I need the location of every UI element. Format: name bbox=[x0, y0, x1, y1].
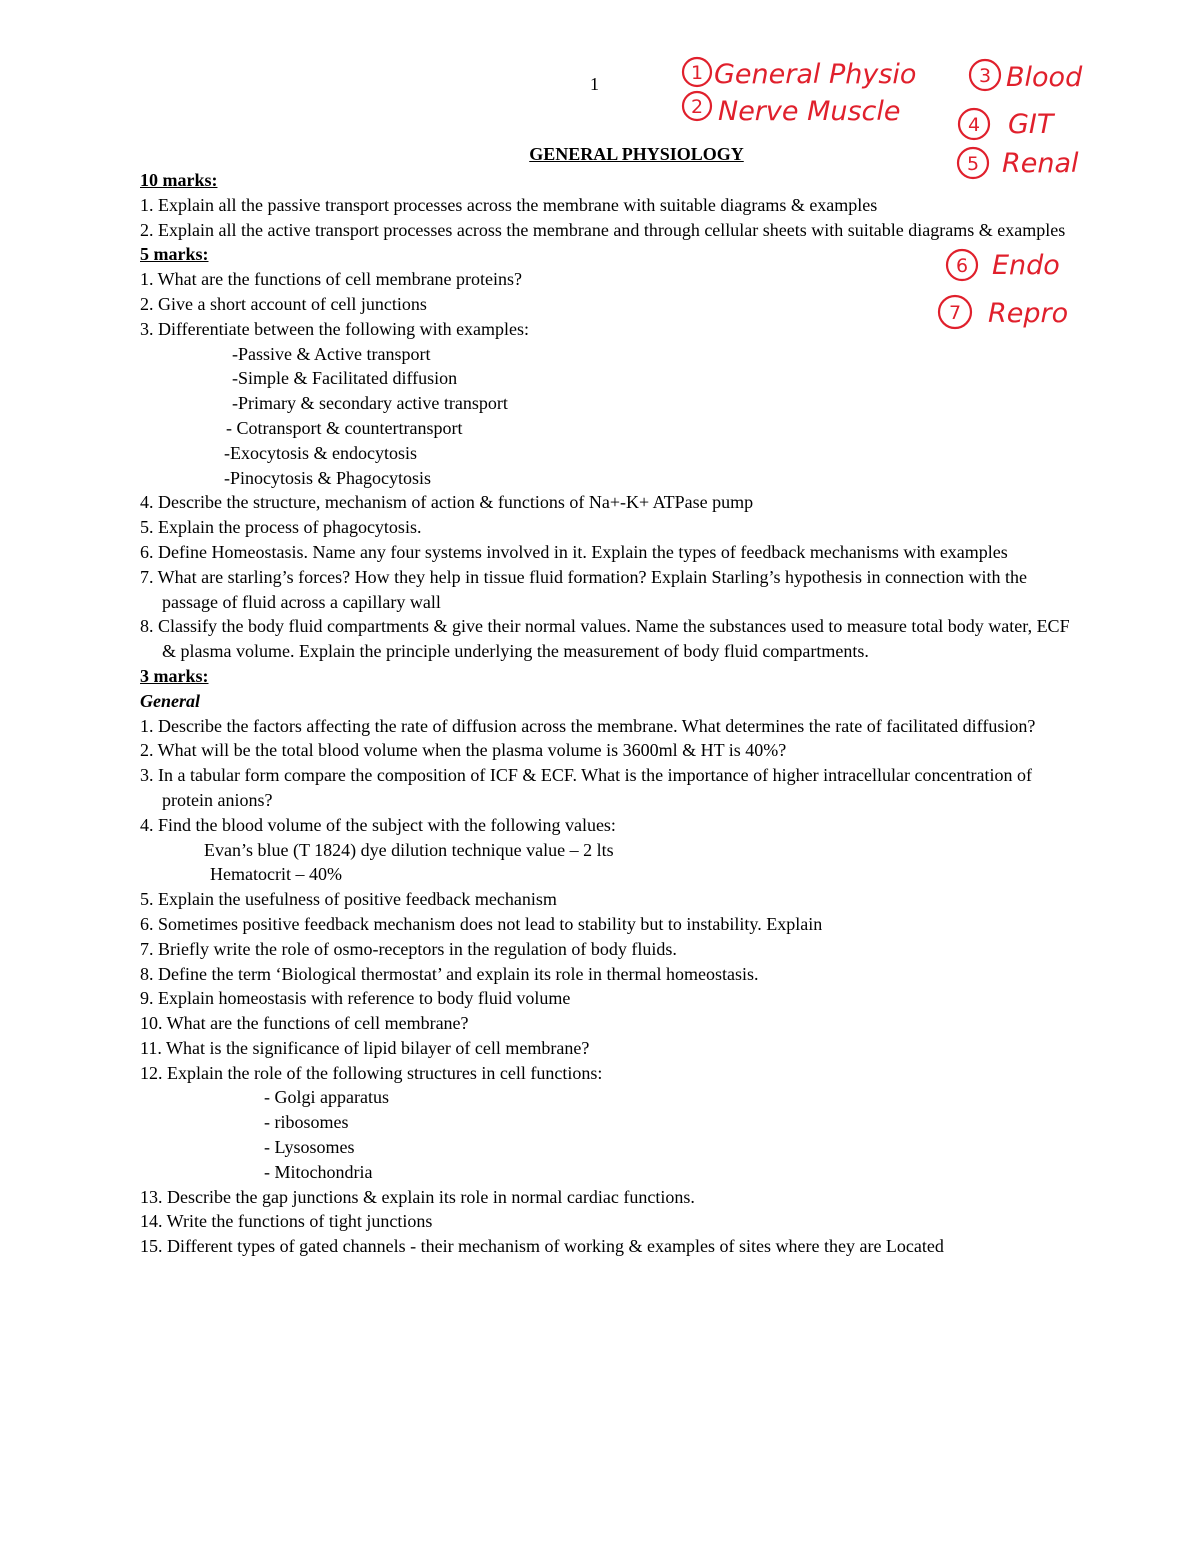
question-item: 7. Briefly write the role of osmo-receptors in the regulation of body fluids. bbox=[140, 938, 677, 959]
question-item: 12. Explain the role of the following structures in cell functions: bbox=[140, 1062, 603, 1083]
annotation-1 bbox=[683, 58, 916, 90]
sub-item: -Exocytosis & endocytosis bbox=[224, 442, 417, 463]
sub-item: Hematocrit – 40% bbox=[210, 864, 342, 885]
annotation-circle bbox=[970, 60, 1000, 90]
question-item: 13. Describe the gap junctions & explain its role in normal cardiac functions. bbox=[140, 1186, 695, 1207]
question-item: 5. Explain the usefulness of positive feedback mechanism bbox=[140, 889, 557, 910]
question-item: 4. Find the blood volume of the subject with the following values: bbox=[140, 814, 616, 835]
annotation-number: 2 bbox=[691, 96, 704, 118]
annotation-text: Renal bbox=[1002, 148, 1079, 179]
annotation-circle bbox=[683, 58, 711, 86]
question-item: 9. Explain homeostasis with reference to body fluid volume bbox=[140, 988, 571, 1009]
annotation-text: General Physio bbox=[714, 59, 917, 90]
question-item: 3. Differentiate between the following with examples: bbox=[140, 318, 530, 339]
annotation-4 bbox=[959, 109, 1056, 140]
sub-item: Evan’s blue (T 1824) dye dilution technique value – 2 lts bbox=[204, 839, 614, 860]
sub-item: -Pinocytosis & Phagocytosis bbox=[224, 467, 432, 488]
page-title: GENERAL PHYSIOLOGY bbox=[529, 144, 744, 164]
section-heading-10-marks: 10 marks: bbox=[140, 170, 218, 190]
question-item: 11. What is the significance of lipid bilayer of cell membrane? bbox=[140, 1037, 590, 1058]
annotation-number: 5 bbox=[967, 153, 980, 175]
annotation-number: 4 bbox=[968, 114, 981, 136]
question-item: 8. Classify the body fluid compartments & give their normal values. Name the substances used to measure total body water, ECF & plasma volume. Explain the principle underlying the measurement of body fluid compartments. bbox=[140, 616, 1070, 662]
annotation-text: GIT bbox=[1008, 109, 1054, 140]
question-item: 1. Describe the factors affecting the rate of diffusion across the membrane. What determines the rate of facilitated diffusion? bbox=[140, 715, 1036, 736]
question-item: 3. In a tabular form compare the composition of ICF & ECF. What is the importance of higher intracellular concentration of protein anions? bbox=[140, 765, 1032, 810]
sub-item: - Mitochondria bbox=[264, 1161, 373, 1182]
sub-item: - Lysosomes bbox=[264, 1137, 355, 1158]
question-item: 14. Write the functions of tight junctions bbox=[140, 1211, 433, 1232]
section-subheading-general: General bbox=[140, 690, 200, 711]
annotation-3 bbox=[970, 60, 1083, 93]
annotation-2 bbox=[683, 92, 901, 127]
annotation-number: 1 bbox=[691, 62, 704, 84]
question-item: 1. Explain all the passive transport processes across the membrane with suitable diagrams & examples bbox=[140, 194, 878, 215]
question-list bbox=[140, 168, 1080, 1259]
page-number: 1 bbox=[590, 74, 599, 94]
question-item: 2. Give a short account of cell junctions bbox=[140, 293, 427, 314]
sub-item: - ribosomes bbox=[264, 1112, 349, 1133]
sub-item: -Simple & Facilitated diffusion bbox=[232, 368, 458, 389]
sub-item: -Primary & secondary active transport bbox=[232, 393, 508, 414]
question-item: 8. Define the term ‘Biological thermostat’ and explain its role in thermal homeostasis. bbox=[140, 963, 759, 984]
question-item: 7. What are starling’s forces? How they help in tissue fluid formation? Explain Starling’s hypothesis in connection with the passage of fluid across a capillary wall bbox=[140, 566, 1027, 612]
sub-item: - Cotransport & countertransport bbox=[226, 417, 463, 438]
question-item: 15. Different types of gated channels - their mechanism of working & examples of sites where they are Located bbox=[140, 1236, 944, 1257]
section-heading-5-marks: 5 marks: bbox=[140, 244, 209, 265]
sub-item: -Passive & Active transport bbox=[232, 343, 431, 364]
question-item: 6. Sometimes positive feedback mechanism does not lead to stability but to instability. Explain bbox=[140, 913, 823, 934]
question-item: 2. Explain all the active transport processes across the membrane and through cellular sheets with suitable diagrams & examples bbox=[140, 219, 1066, 240]
sub-item: - Golgi apparatus bbox=[264, 1087, 389, 1108]
annotation-text: Blood bbox=[1006, 62, 1083, 93]
question-item: 2. What will be the total blood volume when the plasma volume is 3600ml & HT is 40%? bbox=[140, 740, 787, 761]
question-item: 4. Describe the structure, mechanism of action & functions of Na+-K+ ATPase pump bbox=[140, 492, 754, 513]
annotation-number: 7 bbox=[949, 302, 962, 324]
question-item: 10. What are the functions of cell membrane? bbox=[140, 1013, 469, 1034]
annotation-text: Endo bbox=[992, 250, 1060, 281]
annotation-text: Nerve Muscle bbox=[718, 96, 901, 127]
annotation-number: 3 bbox=[979, 65, 992, 87]
annotation-circle bbox=[959, 109, 989, 139]
section-heading-3-marks: 3 marks: bbox=[140, 665, 209, 686]
question-item: 1. What are the functions of cell membrane proteins? bbox=[140, 269, 523, 290]
annotation-number: 6 bbox=[956, 255, 969, 277]
annotation-circle bbox=[683, 92, 711, 120]
question-item: 5. Explain the process of phagocytosis. bbox=[140, 517, 422, 538]
question-item: 6. Define Homeostasis. Name any four systems involved in it. Explain the types of feedback mechanisms with examples bbox=[140, 541, 1008, 562]
annotation-text: Repro bbox=[988, 298, 1069, 329]
